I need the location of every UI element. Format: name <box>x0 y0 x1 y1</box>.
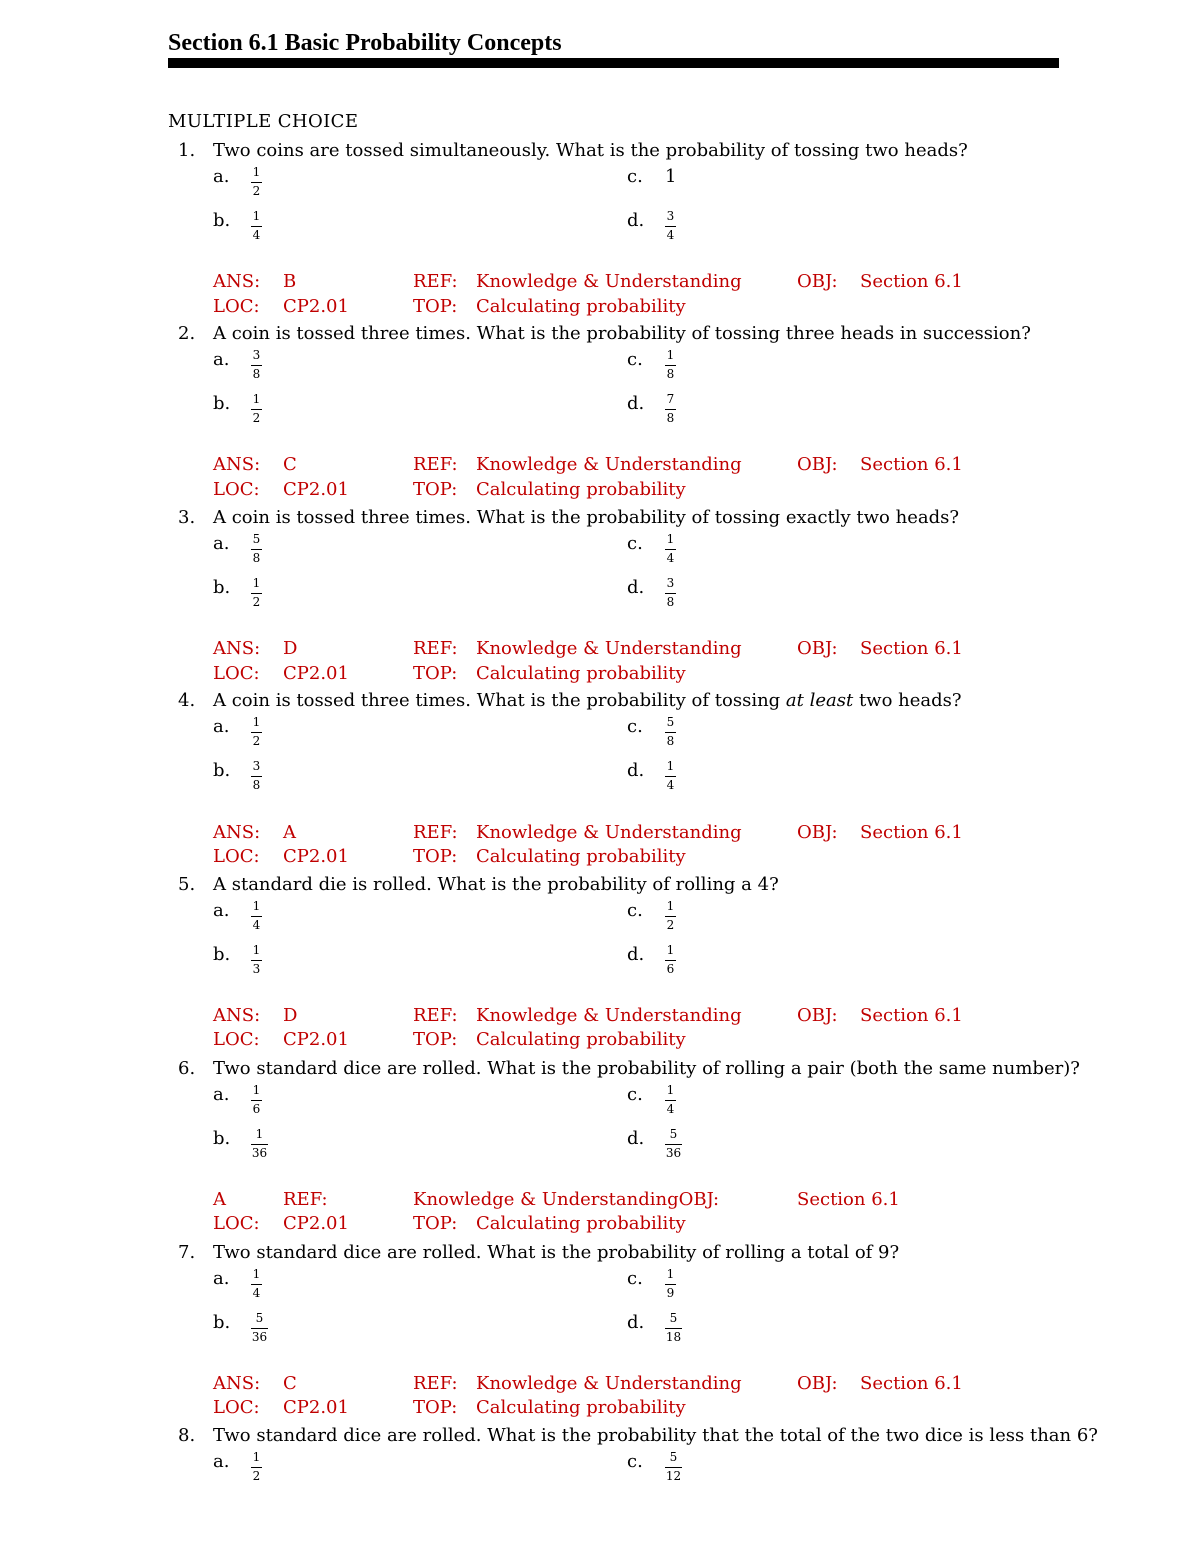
top-value: Calculating probability <box>476 1213 686 1234</box>
option-fraction <box>665 1312 682 1344</box>
question-number: 2. <box>178 323 196 344</box>
fraction-numerator: 1 <box>666 899 675 913</box>
option-fraction <box>251 1451 262 1483</box>
top-label: TOP: <box>413 1397 458 1418</box>
fraction-numerator: 1 <box>666 348 675 362</box>
fraction-bar <box>251 226 262 227</box>
top-value: Calculating probability <box>476 846 686 867</box>
option-fraction <box>665 349 676 381</box>
fraction-bar <box>665 1328 682 1329</box>
option-fraction <box>665 533 676 565</box>
option-label: c. <box>627 1451 643 1472</box>
ref-value: Knowledge & Understanding <box>476 271 742 292</box>
ref-label: REF: <box>413 822 458 843</box>
fraction-denominator: 4 <box>666 228 675 242</box>
obj-value: Section 6.1 <box>797 1189 900 1210</box>
top-value: Calculating probability <box>476 479 686 500</box>
top-label: TOP: <box>413 846 458 867</box>
option-fraction <box>665 210 676 242</box>
option-label: c. <box>627 533 643 554</box>
top-label: TOP: <box>413 663 458 684</box>
option-label: a. <box>213 1268 230 1289</box>
option-label: c. <box>627 900 643 921</box>
question-number: 3. <box>178 507 196 528</box>
question-7 <box>0 1241 1200 1425</box>
fraction-denominator: 2 <box>252 734 261 748</box>
top-label: TOP: <box>413 479 458 500</box>
fraction-bar <box>665 593 676 594</box>
loc-label: LOC: <box>213 1397 260 1418</box>
question-number: 6. <box>178 1058 196 1079</box>
option-label: c. <box>627 349 643 370</box>
obj-value: Section 6.1 <box>860 1373 963 1394</box>
fraction-denominator: 4 <box>252 918 261 932</box>
ans-value: C <box>283 454 297 475</box>
option-label: c. <box>627 1084 643 1105</box>
fraction-denominator: 4 <box>252 1286 261 1300</box>
loc-value: CP2.01 <box>283 846 349 867</box>
option-label: a. <box>213 349 230 370</box>
top-label: TOP: <box>413 296 458 317</box>
fraction-bar <box>251 409 262 410</box>
fraction-bar <box>251 365 262 366</box>
ref-label: REF: <box>413 1005 458 1026</box>
ans-value: A <box>283 822 296 843</box>
option-label: d. <box>627 944 645 965</box>
ref-value: Knowledge & Understanding <box>476 1005 742 1026</box>
fraction-numerator: 5 <box>669 1450 678 1464</box>
fraction-bar <box>665 732 676 733</box>
question-text-before: A coin is tossed three times. What is the probability of tossing <box>213 690 786 711</box>
obj-value: Section 6.1 <box>860 822 963 843</box>
fraction-bar <box>251 960 262 961</box>
obj-label: OBJ: <box>797 1005 838 1026</box>
fraction-numerator: 1 <box>252 1083 261 1097</box>
option-fraction <box>665 577 676 609</box>
fraction-denominator: 2 <box>252 595 261 609</box>
option-label: c. <box>627 1268 643 1289</box>
ref-label: REF: <box>413 638 458 659</box>
ref-obj-value: Knowledge & UnderstandingOBJ: <box>413 1189 720 1210</box>
question-text: A coin is tossed three times. What is the probability of tossing three heads in succession? <box>213 323 1031 344</box>
option-label: d. <box>627 393 645 414</box>
option-fraction <box>665 944 676 976</box>
fraction-numerator: 3 <box>666 576 675 590</box>
fraction-denominator: 4 <box>666 778 675 792</box>
fraction-numerator: 5 <box>252 532 261 546</box>
fraction-numerator: 1 <box>252 576 261 590</box>
fraction-bar <box>665 776 676 777</box>
fraction-denominator: 18 <box>665 1330 682 1344</box>
fraction-bar <box>665 549 676 550</box>
question-2 <box>0 322 1200 506</box>
fraction-numerator: 1 <box>252 1450 261 1464</box>
fraction-denominator: 36 <box>251 1330 268 1344</box>
fraction-denominator: 8 <box>252 778 261 792</box>
question-number: 5. <box>178 874 196 895</box>
fraction-numerator: 1 <box>666 1083 675 1097</box>
question-text <box>213 689 962 713</box>
fraction-denominator: 8 <box>666 595 675 609</box>
fraction-bar <box>665 1284 676 1285</box>
option-fraction <box>251 1312 268 1344</box>
fraction-numerator: 5 <box>666 715 675 729</box>
fraction-numerator: 3 <box>252 348 261 362</box>
question-text: A coin is tossed three times. What is the probability of tossing exactly two heads? <box>213 507 959 528</box>
ans-value: A <box>213 1189 226 1210</box>
option-label: b. <box>213 210 231 231</box>
fraction-bar <box>251 776 262 777</box>
loc-label: LOC: <box>213 663 260 684</box>
fraction-bar <box>251 1284 262 1285</box>
option-label: d. <box>627 577 645 598</box>
ref-label: REF: <box>413 454 458 475</box>
option-label: a. <box>213 716 230 737</box>
option-label: d. <box>627 1128 645 1149</box>
ref-value: Knowledge & Understanding <box>476 638 742 659</box>
ans-label: ANS: <box>213 271 261 292</box>
ans-label: ANS: <box>213 1373 261 1394</box>
option-fraction <box>665 1268 676 1300</box>
fraction-denominator: 36 <box>251 1146 268 1160</box>
option-label: a. <box>213 166 230 187</box>
question-text: Two standard dice are rolled. What is the probability that the total of the two dice is less than 6? <box>213 1425 1098 1446</box>
loc-value: CP2.01 <box>283 663 349 684</box>
fraction-numerator: 1 <box>252 165 261 179</box>
option-fraction <box>251 716 262 748</box>
option-fraction <box>665 1084 676 1116</box>
fraction-bar <box>251 1328 268 1329</box>
question-text: Two coins are tossed simultaneously. What is the probability of tossing two heads? <box>213 140 968 161</box>
loc-value: CP2.01 <box>283 296 349 317</box>
fraction-denominator: 4 <box>666 551 675 565</box>
fraction-numerator: 1 <box>252 715 261 729</box>
loc-label: LOC: <box>213 846 260 867</box>
fraction-denominator: 12 <box>665 1469 682 1483</box>
option-fraction <box>251 760 262 792</box>
fraction-denominator: 4 <box>252 228 261 242</box>
option-fraction <box>251 1084 262 1116</box>
option-fraction <box>665 1128 682 1160</box>
ref-label: REF: <box>283 1189 328 1210</box>
question-4 <box>0 689 1200 873</box>
ans-label: ANS: <box>213 638 261 659</box>
question-number: 8. <box>178 1425 196 1446</box>
option-fraction <box>251 1128 268 1160</box>
obj-label: OBJ: <box>797 454 838 475</box>
loc-value: CP2.01 <box>283 1213 349 1234</box>
section-title: Section 6.1 Basic Probability Concepts <box>168 30 562 56</box>
option-fraction <box>251 577 262 609</box>
fraction-denominator: 2 <box>252 1469 261 1483</box>
obj-value: Section 6.1 <box>860 638 963 659</box>
fraction-bar <box>251 1144 268 1145</box>
obj-value: Section 6.1 <box>860 271 963 292</box>
fraction-denominator: 8 <box>666 411 675 425</box>
fraction-numerator: 5 <box>669 1127 678 1141</box>
fraction-denominator: 8 <box>252 367 261 381</box>
ref-value: Knowledge & Understanding <box>476 1373 742 1394</box>
option-label: c. <box>627 166 643 187</box>
fraction-bar <box>665 916 676 917</box>
obj-label: OBJ: <box>797 1373 838 1394</box>
fraction-numerator: 1 <box>252 209 261 223</box>
option-label: d. <box>627 210 645 231</box>
obj-label: OBJ: <box>797 638 838 659</box>
fraction-denominator: 8 <box>666 367 675 381</box>
option-fraction <box>251 393 262 425</box>
fraction-bar <box>665 409 676 410</box>
fraction-bar <box>665 960 676 961</box>
option-label: a. <box>213 900 230 921</box>
fraction-denominator: 4 <box>666 1102 675 1116</box>
ans-label: ANS: <box>213 454 261 475</box>
top-value: Calculating probability <box>476 296 686 317</box>
loc-label: LOC: <box>213 479 260 500</box>
option-fraction <box>251 944 262 976</box>
option-fraction <box>251 210 262 242</box>
fraction-numerator: 7 <box>666 392 675 406</box>
question-text-after: two heads? <box>853 690 962 711</box>
option-fraction <box>665 900 676 932</box>
fraction-bar <box>251 1467 262 1468</box>
question-number: 7. <box>178 1242 196 1263</box>
ref-value: Knowledge & Understanding <box>476 454 742 475</box>
fraction-numerator: 3 <box>252 759 261 773</box>
top-value: Calculating probability <box>476 1397 686 1418</box>
question-text: Two standard dice are rolled. What is the probability of rolling a pair (both the same number)? <box>213 1058 1080 1079</box>
ref-label: REF: <box>413 271 458 292</box>
fraction-denominator: 2 <box>252 411 261 425</box>
option-label: b. <box>213 760 231 781</box>
question-1 <box>0 139 1200 323</box>
question-number: 1. <box>178 140 196 161</box>
fraction-bar <box>665 365 676 366</box>
top-label: TOP: <box>413 1213 458 1234</box>
option-label: c. <box>627 716 643 737</box>
ans-label: ANS: <box>213 822 261 843</box>
option-label: b. <box>213 393 231 414</box>
fraction-numerator: 1 <box>252 899 261 913</box>
option-label: b. <box>213 944 231 965</box>
fraction-numerator: 1 <box>252 1267 261 1281</box>
top-value: Calculating probability <box>476 663 686 684</box>
fraction-numerator: 1 <box>252 943 261 957</box>
fraction-numerator: 1 <box>666 1267 675 1281</box>
fraction-denominator: 3 <box>252 962 261 976</box>
fraction-numerator: 1 <box>666 943 675 957</box>
title-rule <box>168 58 1059 68</box>
option-label: b. <box>213 577 231 598</box>
obj-value: Section 6.1 <box>860 1005 963 1026</box>
fraction-denominator: 36 <box>665 1146 682 1160</box>
fraction-denominator: 6 <box>666 962 675 976</box>
option-fraction <box>665 716 676 748</box>
option-fraction <box>251 533 262 565</box>
fraction-denominator: 9 <box>666 1286 675 1300</box>
fraction-bar <box>251 1100 262 1101</box>
option-label: a. <box>213 1084 230 1105</box>
fraction-numerator: 1 <box>666 532 675 546</box>
option-fraction <box>251 349 262 381</box>
question-6 <box>0 1057 1200 1241</box>
option-label: b. <box>213 1312 231 1333</box>
fraction-bar <box>251 732 262 733</box>
option-value: 1 <box>665 166 677 187</box>
option-fraction <box>251 166 262 198</box>
fraction-bar <box>251 549 262 550</box>
question-number: 4. <box>178 690 196 711</box>
option-fraction <box>665 1451 682 1483</box>
fraction-denominator: 6 <box>252 1102 261 1116</box>
fraction-denominator: 2 <box>252 184 261 198</box>
question-5 <box>0 873 1200 1057</box>
fraction-bar <box>251 916 262 917</box>
obj-value: Section 6.1 <box>860 454 963 475</box>
fraction-numerator: 1 <box>666 759 675 773</box>
ref-value: Knowledge & Understanding <box>476 822 742 843</box>
loc-value: CP2.01 <box>283 1029 349 1050</box>
option-label: a. <box>213 533 230 554</box>
fraction-numerator: 3 <box>666 209 675 223</box>
fraction-bar <box>251 593 262 594</box>
fraction-denominator: 8 <box>252 551 261 565</box>
option-label: d. <box>627 1312 645 1333</box>
question-text-emphasis: at least <box>785 690 854 711</box>
option-label: a. <box>213 1451 230 1472</box>
ans-value: C <box>283 1373 297 1394</box>
fraction-bar <box>251 182 262 183</box>
ans-value: D <box>283 638 298 659</box>
fraction-denominator: 2 <box>666 918 675 932</box>
ans-value: B <box>283 271 297 292</box>
option-fraction <box>665 760 676 792</box>
question-text: Two standard dice are rolled. What is the probability of rolling a total of 9? <box>213 1242 900 1263</box>
option-label: d. <box>627 760 645 781</box>
multiple-choice-heading: MULTIPLE CHOICE <box>168 111 359 132</box>
ans-label: ANS: <box>213 1005 261 1026</box>
fraction-bar <box>665 1100 676 1101</box>
top-label: TOP: <box>413 1029 458 1050</box>
question-8 <box>0 1424 1200 1494</box>
option-fraction <box>665 393 676 425</box>
question-text: A standard die is rolled. What is the probability of rolling a 4? <box>213 874 779 895</box>
option-fraction <box>251 1268 262 1300</box>
fraction-numerator: 5 <box>669 1311 678 1325</box>
obj-label: OBJ: <box>797 271 838 292</box>
loc-value: CP2.01 <box>283 1397 349 1418</box>
fraction-denominator: 8 <box>666 734 675 748</box>
fraction-bar <box>665 226 676 227</box>
fraction-bar <box>665 1467 682 1468</box>
loc-label: LOC: <box>213 1029 260 1050</box>
ans-value: D <box>283 1005 298 1026</box>
loc-label: LOC: <box>213 1213 260 1234</box>
fraction-numerator: 5 <box>255 1311 264 1325</box>
ref-label: REF: <box>413 1373 458 1394</box>
obj-label: OBJ: <box>797 822 838 843</box>
fraction-numerator: 1 <box>252 392 261 406</box>
option-label: b. <box>213 1128 231 1149</box>
loc-label: LOC: <box>213 296 260 317</box>
fraction-numerator: 1 <box>255 1127 264 1141</box>
option-fraction <box>251 900 262 932</box>
loc-value: CP2.01 <box>283 479 349 500</box>
top-value: Calculating probability <box>476 1029 686 1050</box>
fraction-bar <box>665 1144 682 1145</box>
question-3 <box>0 506 1200 690</box>
